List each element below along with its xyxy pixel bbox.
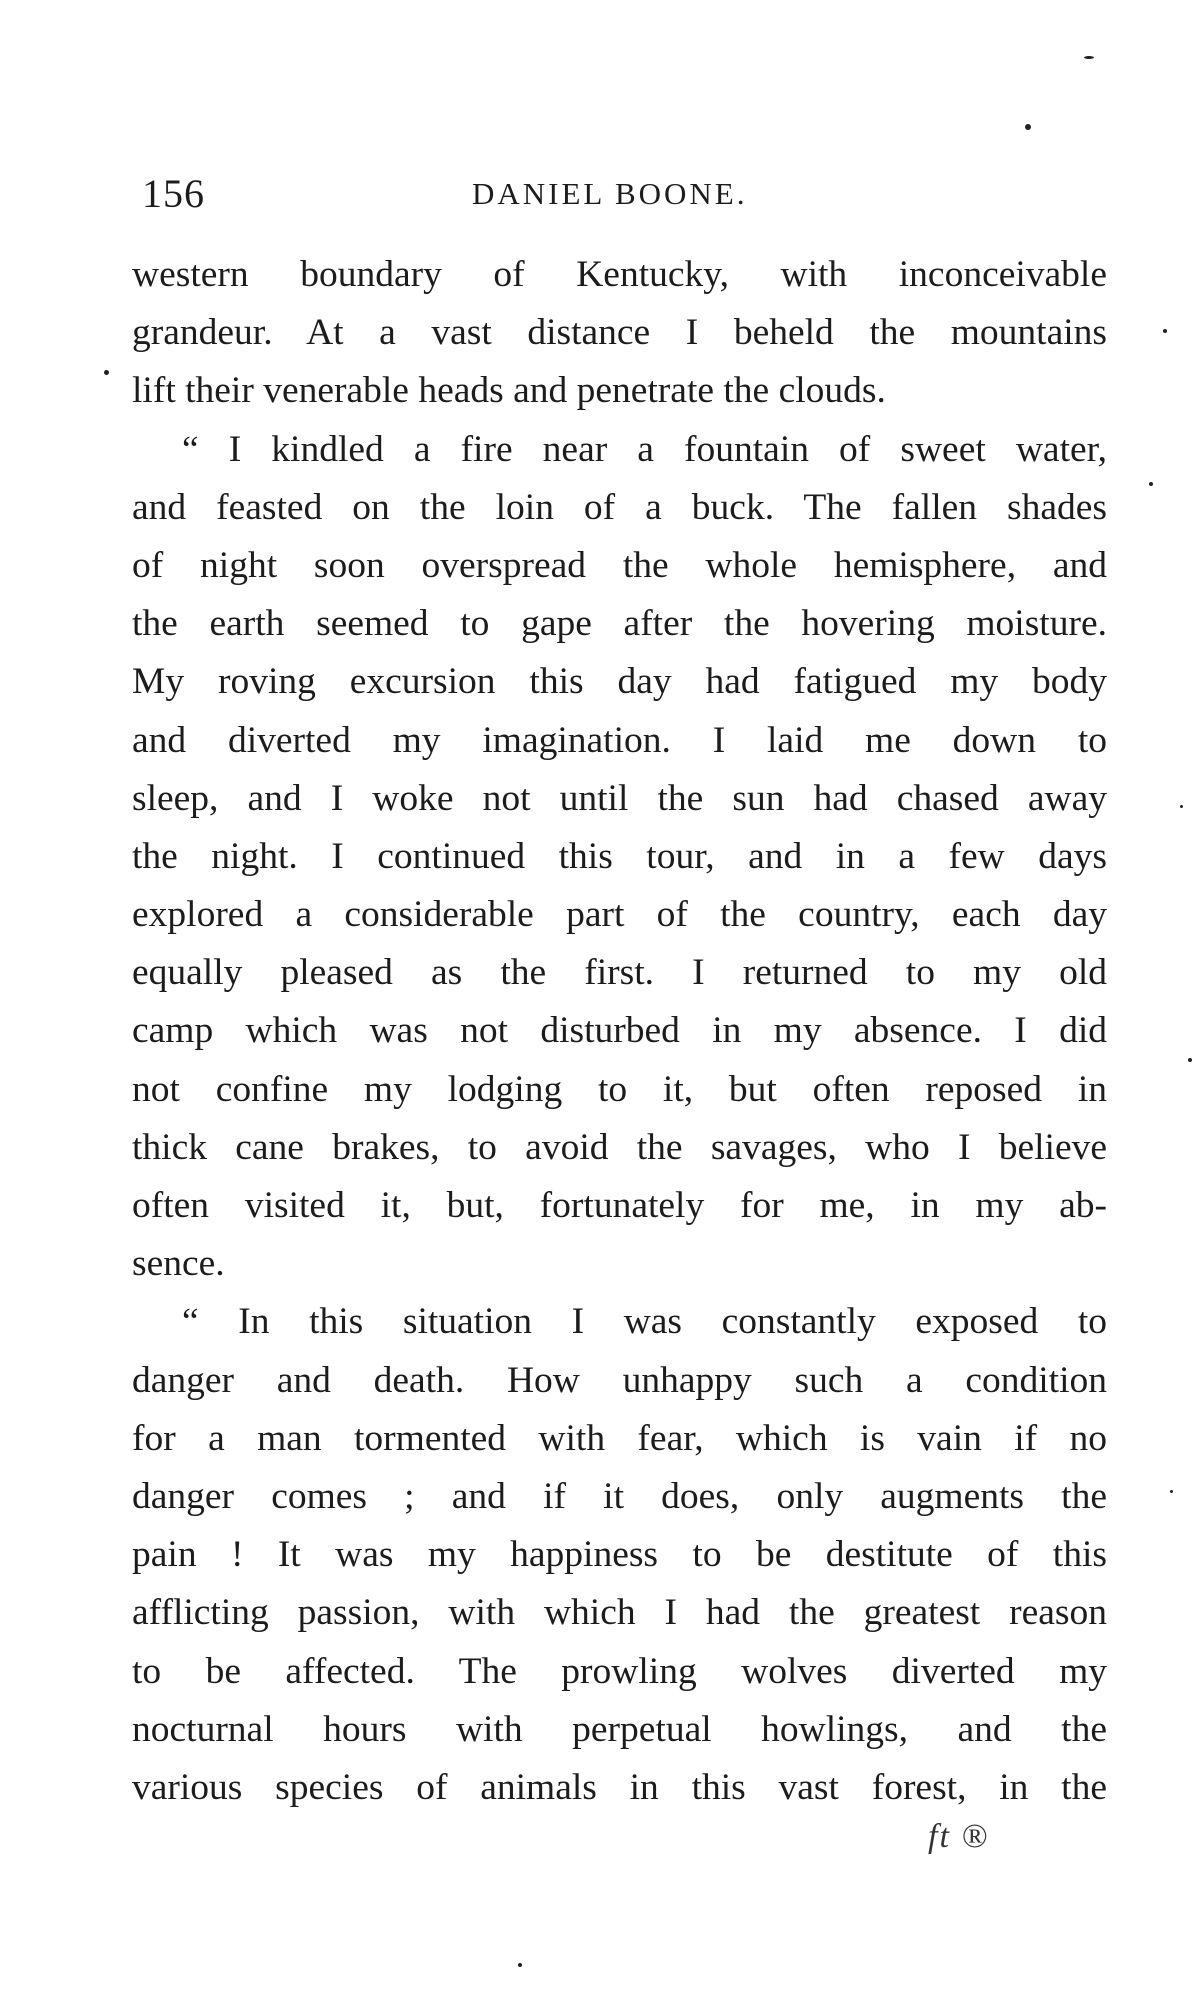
scan-speck [1084, 56, 1094, 59]
scan-speck [1180, 805, 1183, 808]
text-line: various species of animals in this vast forest, in the [132, 1766, 1107, 1808]
scan-speck [1188, 1058, 1192, 1062]
text-line: “ I kindled a fire near a fountain of sweet water, [182, 428, 1107, 470]
text-line: the earth seemed to gape after the hovering moisture. [132, 603, 1107, 645]
page-number: 156 [142, 171, 205, 216]
text-line: often visited it, but, fortunately for me, in my ab- [132, 1185, 1107, 1226]
text-line: camp which was not disturbed in my absence. I did [132, 1010, 1107, 1052]
text-line: thick cane brakes, to avoid the savages, who I believe [132, 1126, 1107, 1168]
text-line: and diverted my imagination. I laid me down to [132, 719, 1107, 761]
text-line: danger comes ; and if it does, only augments the [132, 1475, 1107, 1517]
signature-mark: ft ® [928, 1818, 990, 1855]
text-line: My roving excursion this day had fatigued my body [132, 661, 1107, 703]
scan-speck [1149, 482, 1153, 486]
text-line: western boundary of Kentucky, with inconceivable [132, 254, 1107, 295]
text-line: and feasted on the loin of a buck. The fallen shades [132, 486, 1107, 528]
body-text [132, 246, 1107, 1817]
running-title: DANIEL BOONE. [472, 176, 748, 211]
text-line: nocturnal hours with perpetual howlings, and the [132, 1708, 1107, 1750]
scan-speck [1170, 1490, 1173, 1493]
text-line: equally pleased as the first. I returned to my old [132, 952, 1107, 994]
scan-speck [518, 1963, 522, 1967]
text-line: afflicting passion, with which I had the greatest reason [132, 1592, 1107, 1634]
scan-speck [104, 370, 109, 375]
running-head [142, 170, 1102, 220]
text-line: explored a considerable part of the country, each day [132, 894, 1107, 936]
scan-speck [1025, 124, 1031, 130]
text-line: grandeur. At a vast distance I beheld the mountains [132, 312, 1107, 354]
text-line: sleep, and I woke not until the sun had chased away [132, 777, 1107, 819]
text-line: not confine my lodging to it, but often reposed in [132, 1068, 1107, 1110]
text-line: “ In this situation I was constantly exposed to [182, 1301, 1107, 1343]
text-line: the night. I continued this tour, and in a few days [132, 835, 1107, 877]
text-line: for a man tormented with fear, which is vain if no [132, 1417, 1107, 1459]
text-line: of night soon overspread the whole hemisphere, and [132, 544, 1107, 586]
text-line: pain ! It was my happiness to be destitute of this [132, 1534, 1107, 1576]
text-line: danger and death. How unhappy such a condition [132, 1359, 1107, 1401]
text-line: to be affected. The prowling wolves diverted my [132, 1650, 1107, 1692]
text-line: sence. [132, 1243, 225, 1285]
text-line: lift their venerable heads and penetrate the clouds. [132, 370, 886, 412]
scan-speck [1163, 329, 1167, 333]
